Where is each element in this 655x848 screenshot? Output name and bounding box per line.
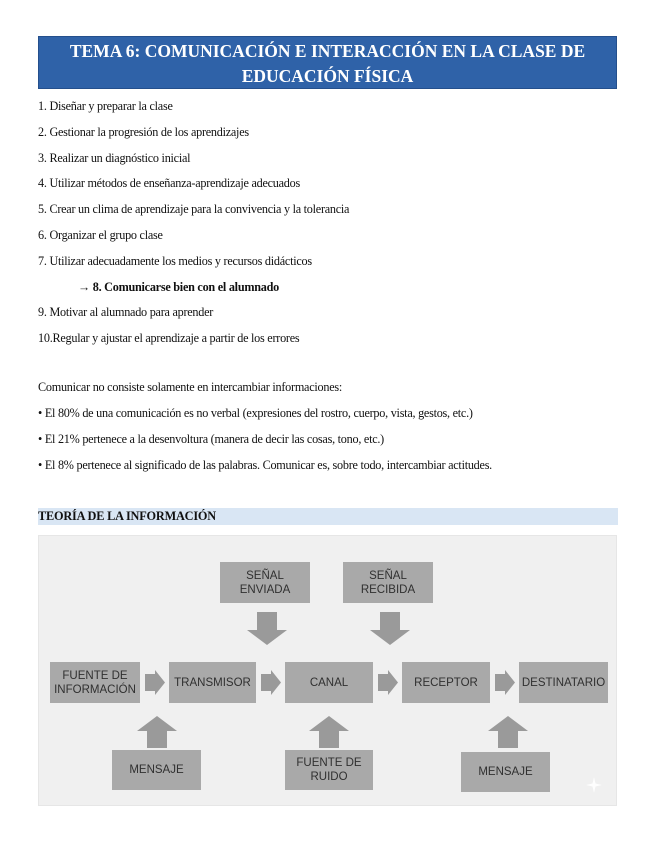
competencies-list xyxy=(38,96,618,354)
list-item: 10.Regular y ajustar el aprendizaje a partir de los errores xyxy=(38,331,300,346)
information-source-box: FUENTE DE INFORMACIÓN xyxy=(50,662,140,703)
list-item: 3. Realizar un diagnóstico inicial xyxy=(38,150,191,165)
recipient-box: DESTINATARIO xyxy=(519,662,608,703)
right-arrow-icon xyxy=(495,670,515,695)
message-box-right: MENSAJE xyxy=(461,752,550,792)
signal-received-box: SEÑAL RECIBIDA xyxy=(343,562,433,603)
transmitter-box: TRANSMISOR xyxy=(169,662,256,703)
up-arrow-icon xyxy=(309,716,349,748)
communication-bullet: • El 21% pertenece a la desenvoltura (manera de decir las cosas, tono, etc.) xyxy=(38,432,384,446)
noise-source-box: FUENTE DE RUIDO xyxy=(285,750,373,790)
information-theory-diagram xyxy=(38,535,617,806)
highlighted-list-item: → 8. Comunicarse bien con el alumnado xyxy=(78,279,279,294)
communication-bullet: • El 8% pertenece al significado de las palabras. Comunicar es, sobre todo, intercambiar actitudes. xyxy=(38,458,492,472)
communication-intro: Comunicar no consiste solamente en intercambiar informaciones: xyxy=(38,380,342,394)
section-heading: TEORÍA DE LA INFORMACIÓN xyxy=(38,508,618,525)
right-arrow-icon xyxy=(378,670,398,695)
channel-box: CANAL xyxy=(285,662,373,703)
list-item: 2. Gestionar la progresión de los aprendizajes xyxy=(38,124,249,139)
communication-paragraph xyxy=(38,377,628,481)
up-arrow-icon xyxy=(137,716,177,748)
title-line-1: TEMA 6: COMUNICACIÓN E INTERACCIÓN EN LA CLASE DE xyxy=(69,41,586,61)
list-item: 9. Motivar al alumnado para aprender xyxy=(38,305,214,320)
list-item: 5. Crear un clima de aprendizaje para la convivencia y la tolerancia xyxy=(38,202,350,217)
sparkle-icon xyxy=(586,777,602,793)
down-arrow-icon xyxy=(247,612,287,645)
right-arrow-icon xyxy=(145,670,165,695)
list-item: 7. Utilizar adecuadamente los medios y recursos didácticos xyxy=(38,253,312,268)
communication-bullet: • El 80% de una comunicación es no verbal (expresiones del rostro, cuerpo, vista, gestos, etc.) xyxy=(38,406,473,420)
list-item: 4. Utilizar métodos de enseñanza-aprendizaje adecuados xyxy=(38,176,300,191)
signal-sent-box: SEÑAL ENVIADA xyxy=(220,562,310,603)
title-line-2: EDUCACIÓN FÍSICA xyxy=(241,66,414,86)
up-arrow-icon xyxy=(488,716,528,748)
title-banner xyxy=(38,36,617,89)
list-item: 6. Organizar el grupo clase xyxy=(38,227,163,242)
receiver-box: RECEPTOR xyxy=(402,662,490,703)
list-item: 1. Diseñar y preparar la clase xyxy=(38,99,173,113)
right-arrow-icon xyxy=(261,670,281,695)
down-arrow-icon xyxy=(370,612,410,645)
message-box-left: MENSAJE xyxy=(112,750,201,790)
